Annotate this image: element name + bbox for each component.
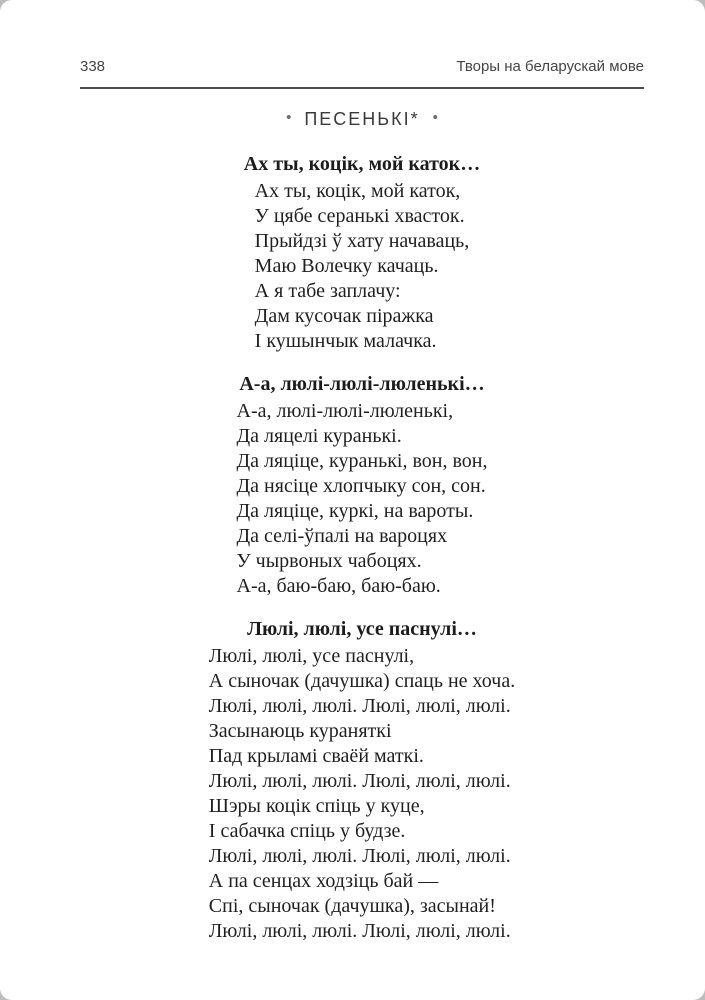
verse-line: У цябе серанькі хвасток. xyxy=(254,205,465,227)
text-column xyxy=(80,0,644,944)
song-title: Ах ты, коцік, мой каток… xyxy=(243,153,481,175)
bullet-icon: • xyxy=(432,109,438,126)
song xyxy=(80,617,644,944)
verse-line: Да ляціце, куранькі, вон, вон, xyxy=(236,450,488,472)
stanza xyxy=(237,399,488,599)
page-number: 338 xyxy=(80,58,106,75)
verse-line: А-а, баю-баю, баю-баю. xyxy=(236,575,441,597)
stanza-wrap xyxy=(80,644,644,944)
stanza-wrap xyxy=(80,179,644,354)
verse-line: Пад крыламі сваёй маткі. xyxy=(208,745,424,767)
verse-line: І кушынчык малачка. xyxy=(254,330,437,352)
stanza xyxy=(255,179,470,354)
song xyxy=(80,372,644,599)
section-title-text: ПЕСЕНЬКІ* xyxy=(304,109,420,129)
verse-line: У чырвоных чабоцях. xyxy=(236,550,422,572)
verse-line: Ах ты, коцік, мой каток, xyxy=(254,180,461,202)
song xyxy=(80,152,644,354)
song-title: А-а, люлі-люлі-люленькі… xyxy=(239,373,485,395)
verse-line: Засынаюць кураняткі xyxy=(208,720,392,742)
verse-line: Шэры коцік спіць у куце, xyxy=(208,795,425,817)
stanza xyxy=(209,644,515,944)
bullet-icon: • xyxy=(286,109,292,126)
verse-line: Да селі-ўпалі на вароцях xyxy=(236,525,448,547)
verse-line: Дам кусочак піражка xyxy=(254,305,434,327)
verse-line: А я табе заплачу: xyxy=(254,280,401,302)
verse-line: Спі, сыночак (дачушка), засынай! xyxy=(208,895,496,917)
verse-line: Да ляціце, куркі, на вароты. xyxy=(236,500,474,522)
header-rule xyxy=(80,87,644,89)
verse-line: А сыночак (дачушка) спаць не хоча. xyxy=(208,670,516,692)
verse-line: Люлі, люлі, люлі. Люлі, люлі, люлі. xyxy=(208,845,511,867)
verse-line: А па сенцах ходзіць бай — xyxy=(208,870,439,892)
verse-line: Люлі, люлі, люлі. Люлі, люлі, люлі. xyxy=(208,695,511,717)
running-title: Творы на беларускай мове xyxy=(456,58,644,75)
verse-line: І сабачка спіць у будзе. xyxy=(208,820,406,842)
page-header xyxy=(80,57,644,77)
song-title: Люлі, люлі, усе паснулі… xyxy=(247,618,477,640)
verse-line: Люлі, люлі, усе паснулі, xyxy=(208,645,415,667)
verse-line: Люлі, люлі, люлі. Люлі, люлі, люлі. xyxy=(208,770,511,792)
stanza-wrap xyxy=(80,399,644,599)
songs-list xyxy=(80,152,644,944)
verse-line: Прыйдзі ў хату начаваць, xyxy=(254,230,470,252)
section-title xyxy=(80,106,644,132)
verse-line: А-а, люлі-люлі-люленькі, xyxy=(236,400,454,422)
verse-line: Маю Волечку качаць. xyxy=(254,255,439,277)
verse-line: Да нясіце хлопчыку сон, сон. xyxy=(236,475,486,497)
verse-line: Да ляцелі куранькі. xyxy=(236,425,402,447)
verse-line: Люлі, люлі, люлі. Люлі, люлі, люлі. xyxy=(208,920,511,942)
